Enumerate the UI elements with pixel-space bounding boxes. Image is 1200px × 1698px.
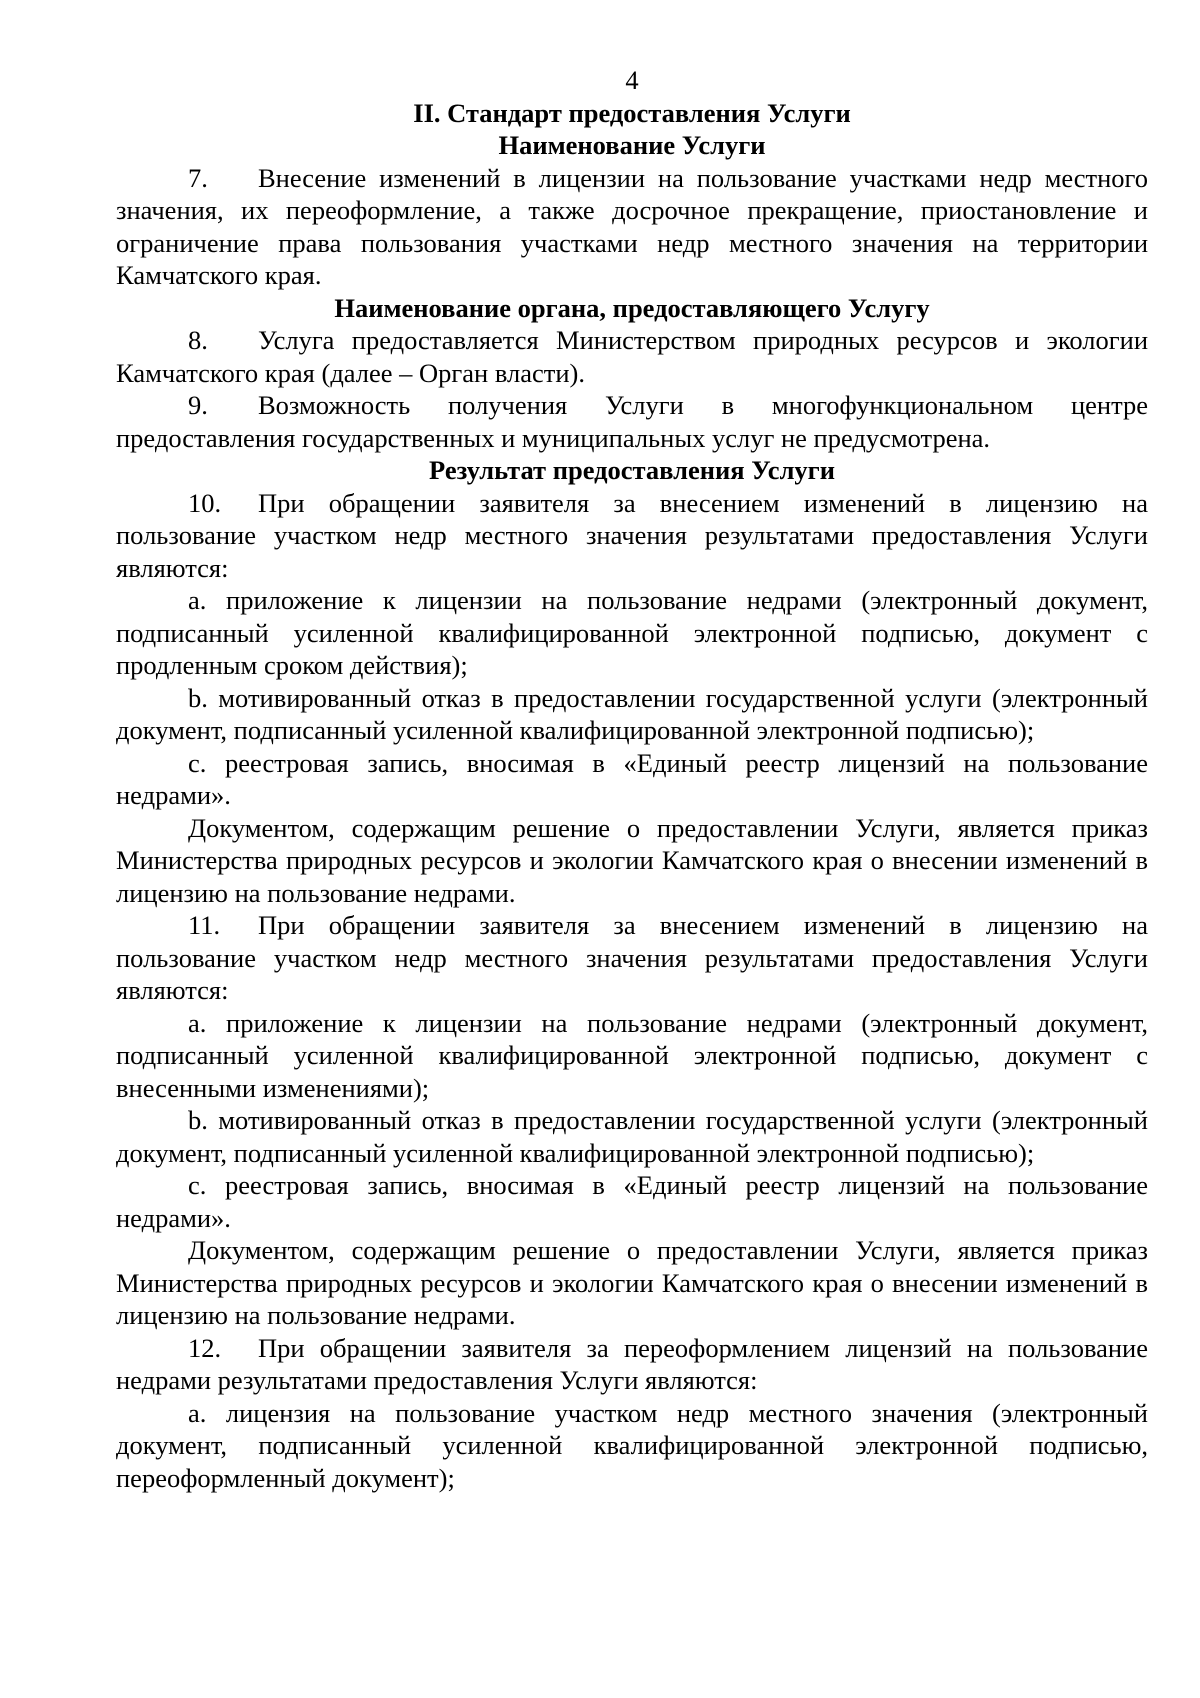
paragraph-text: При обращении заявителя за внесением изменений в лицензию на пользование участком недр местного значения результатами предоставления Услуги являются:	[116, 910, 1148, 1005]
paragraph-number: 11.	[188, 910, 221, 940]
paragraph-11-item-b: b. мотивированный отказ в предоставлении государственной услуги (электронный документ, подписанный усиленной квалифицированной электронной подписью);	[116, 1105, 1148, 1168]
document-page	[116, 64, 1148, 1494]
paragraph-10-decision-document: Документом, содержащим решение о предоставлении Услуги, является приказ Министерства природных ресурсов и экологии Камчатского края о внесении изменений в лицензию на пользование недрами.	[116, 812, 1148, 908]
paragraph-number: 7.	[188, 162, 208, 193]
paragraph-text: При обращении заявителя за переоформлением лицензий на пользование недрами результатами предоставления Услуги являются:	[116, 1332, 1148, 1395]
paragraph-11-item-a: a. приложение к лицензии на пользование недрами (электронный документ, подписанный усиленной квалифицированной электронной подписью, документ с внесенными изменениями);	[116, 1007, 1148, 1103]
paragraph-number: 12.	[188, 1332, 222, 1363]
paragraph-12-item-a: a. лицензия на пользование участком недр местного значения (электронный документ, подписанный усиленной квалифицированной электронной подписью, переоформленный документ);	[116, 1397, 1148, 1493]
paragraph-11-decision-document: Документом, содержащим решение о предоставлении Услуги, является приказ Министерства природных ресурсов и экологии Камчатского края о внесении изменений в лицензию на пользование недрами.	[116, 1235, 1148, 1330]
page-number: 4	[625, 65, 639, 95]
section-title: II. Стандарт предоставления Услуги	[413, 97, 851, 128]
paragraph-text: Услуга предоставляется Министерством природных ресурсов и экологии Камчатского края (далее – Орган власти).	[116, 325, 1148, 388]
paragraph-10-item-a: a. приложение к лицензии на пользование недрами (электронный документ, подписанный усиленной квалифицированной электронной подписью, документ с продленным сроком действия);	[116, 585, 1148, 680]
paragraph-11-item-c: c. реестровая запись, вносимая в «Единый реестр лицензий на пользование недрами».	[116, 1170, 1148, 1233]
paragraph-7	[116, 162, 1148, 292]
paragraph-11	[116, 909, 1148, 1007]
paragraph-text: Внесение изменений в лицензии на пользование участками недр местного значения, их переоформление, а также досрочное прекращение, приостановление и ограничение права пользования участками недр местного значения на территории Камчатского края.	[116, 162, 1148, 290]
heading-authority: Наименование органа, предоставляющего Услугу	[334, 292, 930, 323]
paragraph-9	[116, 389, 1148, 454]
paragraph-10-item-b: b. мотивированный отказ в предоставлении государственной услуги (электронный документ, подписанный усиленной квалифицированной электронной подписью);	[116, 682, 1148, 745]
heading-result: Результат предоставления Услуги	[429, 455, 835, 485]
paragraph-10-item-c: c. реестровая запись, вносимая в «Единый реестр лицензий на пользование недрами».	[116, 747, 1148, 810]
paragraph-8	[116, 324, 1148, 389]
paragraph-text: При обращении заявителя за внесением изменений в лицензию на пользование участком недр местного значения результатами предоставления Услуги являются:	[116, 487, 1148, 583]
paragraph-number: 10.	[188, 487, 222, 518]
paragraph-10	[116, 487, 1148, 585]
paragraph-number: 9.	[188, 390, 208, 420]
paragraph-number: 8.	[188, 325, 208, 355]
heading-service-name: Наименование Услуги	[498, 130, 766, 160]
paragraph-12	[116, 1332, 1148, 1397]
paragraph-text: Возможность получения Услуги в многофункциональном центре предоставления государственных и муниципальных услуг не предусмотрена.	[116, 390, 1148, 453]
